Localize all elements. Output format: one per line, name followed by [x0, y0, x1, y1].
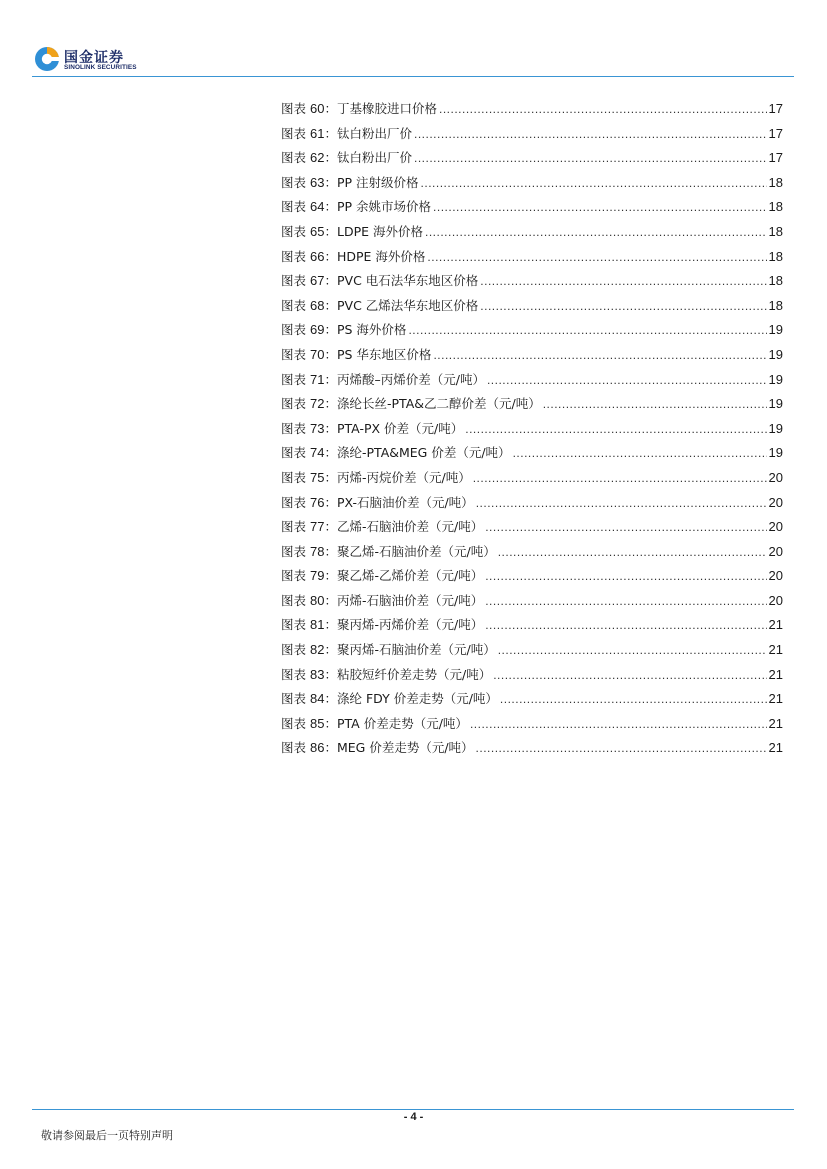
toc-entry-title: 丁基橡胶进口价格: [336, 101, 437, 116]
toc-entry-page: 20: [768, 494, 783, 510]
toc-entry-separator: ：: [324, 543, 337, 559]
toc-entry[interactable]: [281, 97, 783, 122]
toc-entry-number: 62: [310, 150, 325, 166]
toc-leader-dots: [421, 171, 767, 196]
toc-entry[interactable]: [281, 736, 783, 761]
toc-entry-separator: ：: [324, 223, 337, 239]
toc-entry-page: 21: [768, 666, 783, 682]
toc-entry-title: 丙烯酸–丙烯价差（元/吨）: [336, 371, 485, 387]
toc-entry-number: 60: [310, 101, 325, 116]
disclaimer-note: 敬请参阅最后一页特别声明: [41, 1129, 173, 1142]
toc-entry-separator: ：: [324, 568, 337, 584]
toc-entry-label: [281, 195, 431, 220]
toc-entry-label: [281, 269, 478, 294]
toc-entry-prefix: 图表: [281, 101, 307, 116]
toc-entry-separator: ：: [324, 445, 337, 461]
toc-entry-title: 聚丙烯-丙烯价差（元/吨）: [336, 617, 484, 633]
toc-entry-page: 20: [768, 519, 783, 535]
toc-entry-label: [281, 318, 406, 343]
toc-entry-separator: ：: [324, 101, 337, 116]
toc-entry-number: 69: [310, 322, 325, 338]
toc-entry-number: 73: [310, 420, 325, 436]
toc-entry-label: [281, 146, 412, 171]
toc-entry-prefix: 图表: [281, 248, 307, 264]
toc-entry-prefix: 图表: [281, 666, 307, 682]
toc-entry[interactable]: [281, 245, 783, 270]
toc-entry-label: [281, 491, 474, 516]
toc-entry-title: HDPE 海外价格: [336, 248, 426, 264]
toc-entry-page: 19: [768, 346, 783, 362]
toc-entry-label: [281, 97, 437, 122]
toc-entry-separator: ：: [324, 150, 337, 166]
toc-entry-title: PP 余姚市场价格: [336, 199, 432, 215]
toc-entry-prefix: 图表: [281, 445, 307, 461]
toc-entry-separator: ：: [324, 715, 337, 731]
toc-entry-prefix: 图表: [281, 150, 307, 166]
toc-entry[interactable]: [281, 368, 783, 393]
toc-entry-separator: ：: [324, 125, 337, 141]
toc-entry-prefix: 图表: [281, 297, 307, 313]
toc-entry-page: 19: [768, 322, 783, 338]
toc-entry-separator: ：: [324, 617, 337, 633]
toc-entry-separator: ：: [324, 740, 337, 756]
toc-entry-number: 68: [310, 297, 325, 313]
toc-entry-page: 19: [768, 420, 783, 436]
toc-entry-prefix: 图表: [281, 543, 307, 559]
brand-name-cn: 国金证券: [64, 50, 124, 66]
toc-entry-number: 81: [310, 617, 325, 633]
toc-entry-page: 17: [768, 125, 783, 141]
toc-entry[interactable]: [281, 589, 783, 614]
toc-entry-separator: ：: [324, 691, 337, 707]
toc-entry[interactable]: [281, 663, 783, 688]
toc-entry-label: [281, 441, 511, 466]
toc-entry-number: 66: [310, 248, 325, 264]
toc-entry[interactable]: [281, 540, 783, 565]
toc-leader-dots: [414, 122, 767, 147]
toc-entry-label: [281, 589, 483, 614]
toc-leader-dots: [465, 417, 766, 442]
toc-entry-label: [281, 564, 483, 589]
toc-entry-prefix: 图表: [281, 199, 307, 215]
toc-leader-dots: [498, 540, 767, 565]
toc-entry-number: 63: [310, 174, 325, 190]
toc-entry-separator: ：: [324, 642, 337, 658]
toc-entry-label: [281, 294, 478, 319]
toc-entry-title: PS 华东地区价格: [336, 346, 432, 362]
toc-entry-prefix: 图表: [281, 420, 307, 436]
toc-entry-title: PVC 电石法华东地区价格: [336, 273, 479, 289]
toc-entry-title: PTA 价差走势（元/吨）: [336, 715, 468, 731]
toc-entry[interactable]: [281, 294, 783, 319]
toc-entry-prefix: 图表: [281, 223, 307, 239]
toc-entry-title: 涤纶-PTA&MEG 价差（元/吨）: [336, 445, 511, 461]
toc-leader-dots: [493, 663, 766, 688]
toc-entry-separator: ：: [324, 346, 337, 362]
toc-leader-dots: [500, 687, 767, 712]
toc-entry-separator: ：: [324, 273, 337, 289]
toc-entry-label: [281, 466, 471, 491]
toc-leader-dots: [414, 146, 767, 171]
toc-leader-dots: [498, 638, 767, 663]
toc-entry[interactable]: [281, 318, 783, 343]
toc-entry-number: 71: [310, 371, 325, 387]
toc-entry-label: [281, 122, 412, 147]
toc-entry[interactable]: [281, 638, 783, 663]
toc-entry[interactable]: [281, 613, 783, 638]
page-number: - 4 -: [403, 1111, 424, 1123]
sinolink-logo-icon: [34, 46, 60, 72]
toc-entry-number: 76: [310, 494, 325, 510]
toc-entry-number: 75: [310, 469, 325, 485]
toc-entry-page: 17: [768, 101, 783, 116]
toc-entry-number: 77: [310, 519, 325, 535]
toc-entry-separator: ：: [324, 519, 337, 535]
toc-entry-label: [281, 613, 483, 638]
toc-entry-page: 18: [768, 248, 783, 264]
toc-entry-label: [281, 736, 474, 761]
toc-entry-label: [281, 368, 485, 393]
toc-entry-number: 80: [310, 592, 325, 608]
toc-entry-separator: ：: [324, 420, 337, 436]
toc-entry[interactable]: [281, 269, 783, 294]
toc-entry-title: PP 注射级价格: [336, 174, 419, 190]
toc-entry-page: 21: [768, 740, 783, 756]
toc-entry[interactable]: [281, 466, 783, 491]
toc-entry-separator: ：: [324, 297, 337, 313]
toc-leader-dots: [433, 195, 766, 220]
toc-entry-separator: ：: [324, 248, 337, 264]
toc-entry-separator: ：: [324, 322, 337, 338]
toc-entry-title: 乙烯-石脑油价差（元/吨）: [336, 519, 484, 535]
toc-entry-label: [281, 343, 431, 368]
toc-entry-separator: ：: [324, 666, 337, 682]
toc-entry-label: [281, 220, 423, 245]
toc-entry-title: 丙烯-石脑油价差（元/吨）: [336, 592, 484, 608]
toc-entry-prefix: 图表: [281, 469, 307, 485]
toc-entry-prefix: 图表: [281, 125, 307, 141]
toc-entry-page: 18: [768, 174, 783, 190]
toc-entry-label: [281, 245, 425, 270]
toc-entry-number: 78: [310, 543, 325, 559]
figure-index-list: [281, 97, 783, 761]
toc-entry-number: 82: [310, 642, 325, 658]
toc-entry-page: 21: [768, 715, 783, 731]
toc-entry[interactable]: [281, 491, 783, 516]
toc-leader-dots: [439, 97, 767, 122]
toc-entry-separator: ：: [324, 174, 337, 190]
toc-leader-dots: [476, 491, 767, 516]
toc-entry-page: 18: [768, 273, 783, 289]
toc-entry-prefix: 图表: [281, 740, 307, 756]
toc-entry-number: 86: [310, 740, 325, 756]
page-header: [0, 0, 827, 80]
toc-entry[interactable]: [281, 146, 783, 171]
toc-entry-title: MEG 价差走势（元/吨）: [336, 740, 474, 756]
toc-entry-title: LDPE 海外价格: [336, 223, 423, 239]
toc-entry-label: [281, 171, 419, 196]
toc-leader-dots: [487, 368, 767, 393]
toc-entry[interactable]: [281, 122, 783, 147]
toc-entry-title: 涤纶长丝-PTA&乙二醇价差（元/吨）: [336, 396, 541, 412]
toc-leader-dots: [433, 343, 766, 368]
toc-entry-title: 钛白粉出厂价: [336, 150, 412, 166]
toc-entry-prefix: 图表: [281, 174, 307, 190]
toc-entry-title: 聚乙烯-乙烯价差（元/吨）: [336, 568, 484, 584]
toc-entry-prefix: 图表: [281, 371, 307, 387]
toc-entry-page: 21: [768, 691, 783, 707]
toc-entry-number: 61: [310, 125, 325, 141]
toc-entry[interactable]: [281, 441, 783, 466]
toc-leader-dots: [480, 294, 766, 319]
toc-entry-title: 丙烯-丙烷价差（元/吨）: [336, 469, 471, 485]
toc-entry[interactable]: [281, 564, 783, 589]
toc-entry-label: [281, 663, 491, 688]
toc-entry-prefix: 图表: [281, 642, 307, 658]
toc-entry-label: [281, 417, 463, 442]
toc-entry-prefix: 图表: [281, 592, 307, 608]
toc-leader-dots: [427, 245, 766, 270]
toc-entry-number: 74: [310, 445, 325, 461]
toc-entry-number: 65: [310, 223, 325, 239]
toc-entry-number: 64: [310, 199, 325, 215]
toc-entry-label: [281, 638, 496, 663]
toc-entry-page: 20: [768, 592, 783, 608]
header-divider: [32, 76, 794, 77]
toc-entry-label: [281, 540, 496, 565]
toc-entry-title: PS 海外价格: [336, 322, 407, 338]
toc-entry-separator: ：: [324, 469, 337, 485]
toc-entry-separator: ：: [324, 396, 337, 412]
toc-entry-separator: ：: [324, 494, 337, 510]
toc-entry-page: 18: [768, 199, 783, 215]
toc-entry-page: 19: [768, 371, 783, 387]
toc-entry[interactable]: [281, 220, 783, 245]
toc-entry[interactable]: [281, 687, 783, 712]
toc-entry-title: PTA-PX 价差（元/吨）: [336, 420, 464, 436]
toc-leader-dots: [485, 589, 766, 614]
toc-entry-prefix: 图表: [281, 396, 307, 412]
toc-entry-prefix: 图表: [281, 715, 307, 731]
toc-entry-page: 21: [768, 642, 783, 658]
toc-entry-number: 79: [310, 568, 325, 584]
toc-leader-dots: [470, 712, 767, 737]
toc-leader-dots: [480, 269, 766, 294]
toc-entry[interactable]: [281, 712, 783, 737]
toc-entry-prefix: 图表: [281, 568, 307, 584]
toc-entry-prefix: 图表: [281, 273, 307, 289]
toc-leader-dots: [476, 736, 767, 761]
toc-entry[interactable]: [281, 515, 783, 540]
toc-entry-page: 20: [768, 469, 783, 485]
toc-entry[interactable]: [281, 171, 783, 196]
toc-entry-prefix: 图表: [281, 346, 307, 362]
toc-entry-number: 85: [310, 715, 325, 731]
toc-entry-page: 19: [768, 445, 783, 461]
toc-entry-page: 18: [768, 223, 783, 239]
toc-entry-page: 20: [768, 568, 783, 584]
toc-leader-dots: [425, 220, 767, 245]
toc-entry[interactable]: [281, 417, 783, 442]
toc-entry-number: 67: [310, 273, 325, 289]
toc-entry-page: 19: [768, 396, 783, 412]
toc-entry-prefix: 图表: [281, 691, 307, 707]
toc-entry-label: [281, 687, 498, 712]
brand-logo: [34, 46, 164, 76]
toc-entry-page: 20: [768, 543, 783, 559]
toc-entry-prefix: 图表: [281, 617, 307, 633]
toc-entry-title: PVC 乙烯法华东地区价格: [336, 297, 479, 313]
toc-leader-dots: [543, 392, 767, 417]
toc-entry-title: PX-石脑油价差（元/吨）: [336, 494, 474, 510]
toc-leader-dots: [485, 564, 766, 589]
toc-entry[interactable]: [281, 392, 783, 417]
toc-entry-label: [281, 712, 468, 737]
toc-leader-dots: [513, 441, 767, 466]
toc-entry-prefix: 图表: [281, 519, 307, 535]
toc-entry-title: 钛白粉出厂价: [336, 125, 412, 141]
toc-entry-number: 84: [310, 691, 325, 707]
toc-entry[interactable]: [281, 343, 783, 368]
toc-entry-number: 72: [310, 396, 325, 412]
toc-entry-title: 粘胶短纤价差走势（元/吨）: [336, 666, 492, 682]
toc-entry-page: 18: [768, 297, 783, 313]
toc-entry-prefix: 图表: [281, 322, 307, 338]
toc-entry-page: 17: [768, 150, 783, 166]
toc-entry-separator: ：: [324, 371, 337, 387]
toc-entry-prefix: 图表: [281, 494, 307, 510]
footer-divider: [32, 1109, 794, 1110]
toc-entry-title: 聚乙烯-石脑油价差（元/吨）: [336, 543, 496, 559]
toc-entry-number: 83: [310, 666, 325, 682]
brand-name-en: SINOLINK SECURITIES: [64, 64, 137, 71]
toc-entry-title: 涤纶 FDY 价差走势（元/吨）: [336, 691, 498, 707]
toc-entry-separator: ：: [324, 592, 337, 608]
toc-leader-dots: [473, 466, 767, 491]
toc-entry-page: 21: [768, 617, 783, 633]
toc-entry-separator: ：: [324, 199, 337, 215]
toc-entry[interactable]: [281, 195, 783, 220]
toc-entry-label: [281, 515, 483, 540]
toc-entry-number: 70: [310, 346, 325, 362]
toc-leader-dots: [485, 515, 766, 540]
toc-leader-dots: [408, 318, 766, 343]
toc-entry-title: 聚丙烯-石脑油价差（元/吨）: [336, 642, 496, 658]
toc-entry-label: [281, 392, 541, 417]
toc-leader-dots: [485, 613, 766, 638]
